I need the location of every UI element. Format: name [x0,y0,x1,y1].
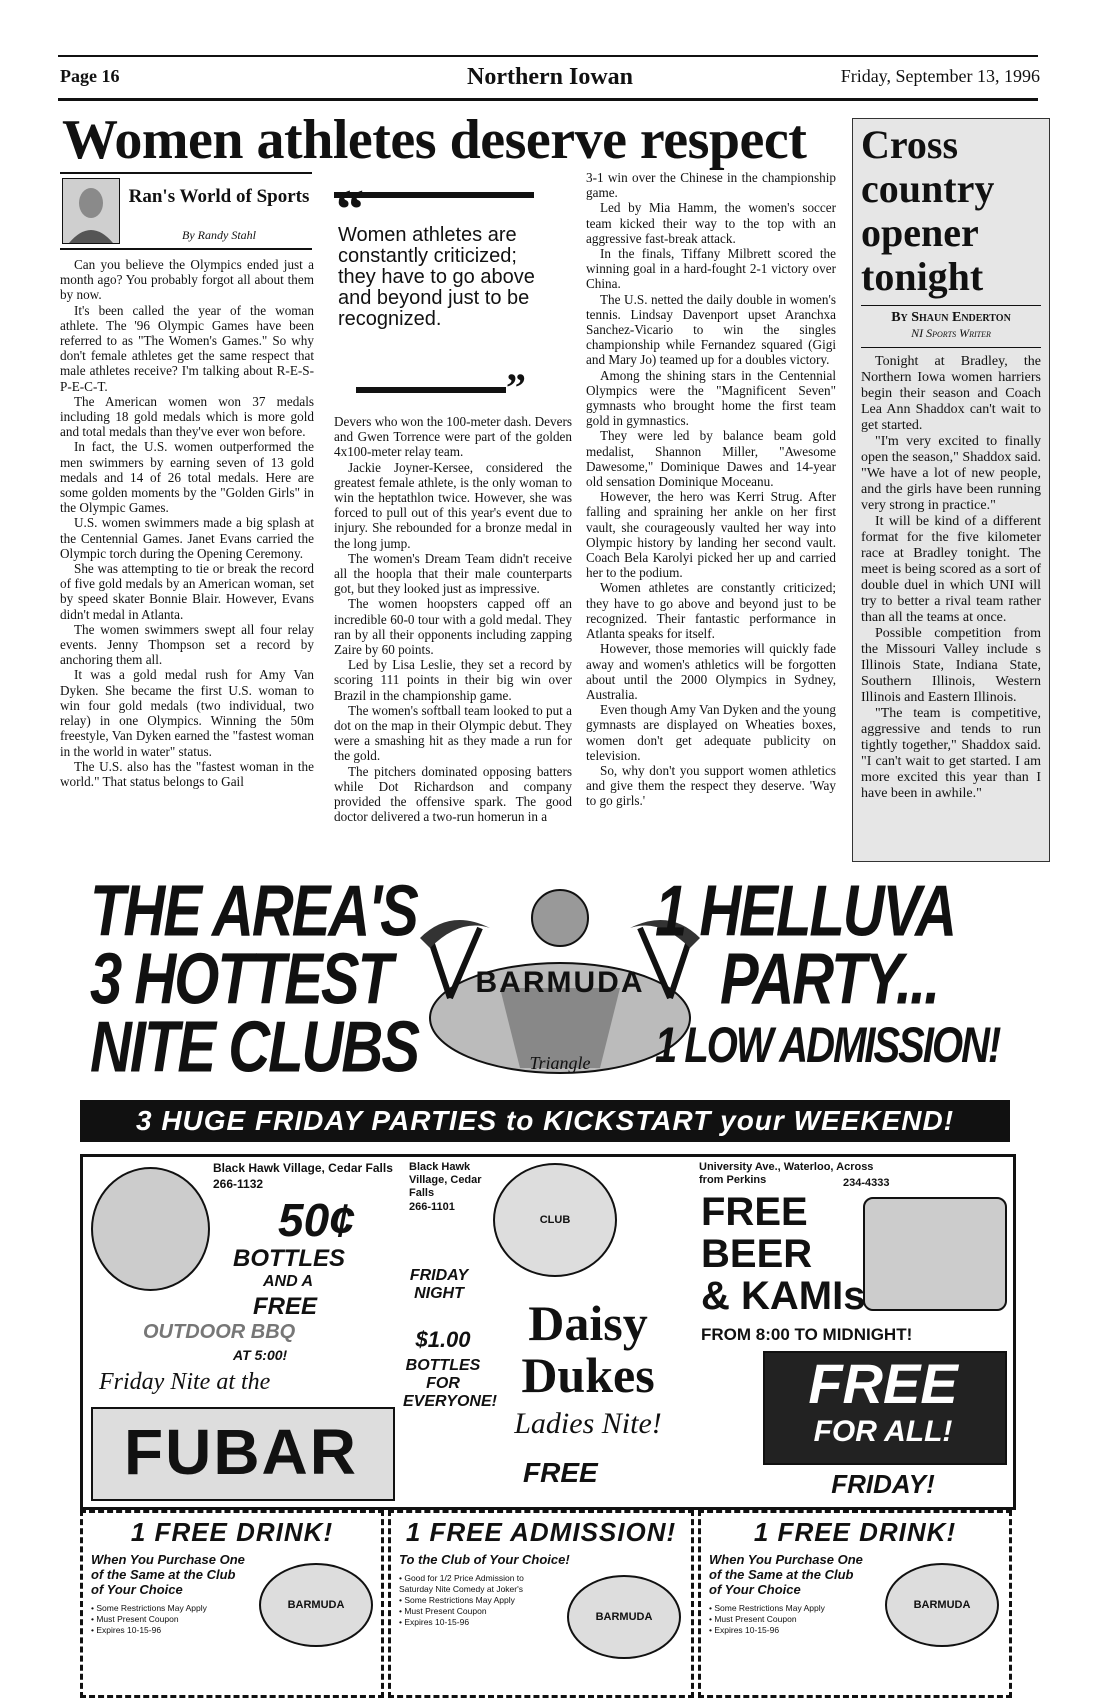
fubar-location: Black Hawk Village, Cedar Falls [213,1161,393,1175]
jokers-section [403,1157,693,1507]
author-photo-icon [63,179,119,243]
article-column-3 [586,170,836,860]
coupon-free-admission[interactable] [388,1510,694,1698]
coupon-note: • Some Restrictions May Apply [709,1603,869,1614]
pullquote-close-mark: ” [506,365,526,410]
paragraph: It will be kind of a different format for the five kilometer race at Bradley tonight. The meet is being scored as a sort of double duel in which UNI will try to better a rival team rather than all the teams at once. [861,514,1041,625]
paragraph: 3-1 win over the Chinese in the championship game. [586,170,836,201]
top-rule [58,55,1038,57]
coupon-logo [567,1575,681,1659]
paragraph: "I'm very excited to finally open the season," Shaddox said. "We have a lot of new people, and the girls have been running very strong in practice." [861,434,1041,513]
sidebar-role: NI Sports Writer [911,326,991,340]
pullquote-rule-top [334,192,534,198]
paragraph: The women swimmers swept all four relay events. Jenny Thompson set a record by anchoring them all. [60,621,314,668]
pullquote-rule-bottom [356,387,506,393]
article-headline: Women athletes deserve respect [62,109,807,171]
coupon-note: • Must Present Coupon [91,1614,251,1625]
paragraph: Devers who won the 100-meter dash. Devers and Gwen Torrence were part of the golden 4x100-meter relay team. [334,414,572,460]
coupon-logo-text: BARMUDA [287,1599,345,1611]
paragraph: It's been called the year of the woman athlete. The '96 Olympic Games have been referred to as "The Women's Games." So why don't female athletes get the same respect that male athletes receive? I'm talking about R-E-S-P-E-C-T. [60,302,314,394]
paragraph: The U.S. netted the daily double in women's tennis. Lindsay Davenport upset Aranchxa Sanchez-Vicario to win the singles championship while Fernandez squared (Gigi and Mary Jo) teamed up for a doubles victory. [586,291,836,368]
barmuda-free-all-2: FOR ALL! [813,1415,953,1448]
fubar-deal-price: 50¢ [278,1194,355,1246]
fubar-deal-2: AND A [263,1273,314,1290]
jokers-night: FRIDAY NIGHT [409,1267,469,1302]
ad-title-left-3: NITE CLUBS [90,1006,418,1088]
barmuda-section [693,1157,1013,1507]
article-column-2 [334,414,572,854]
coupon-free-drink[interactable] [698,1510,1012,1698]
ad-title-left-2: 3 HOTTEST [90,938,392,1020]
coupon-sub: To the Club of Your Choice! [399,1552,570,1567]
author-photo [62,178,120,244]
paragraph: Even though Amy Van Dyken and the young gymnasts are displayed on Wheaties boxes, women don't get adequate publicity on television. [586,702,836,763]
paragraph: Women athletes are constantly criticized; they have to go above and beyond just to be recognized. Their fantastic performance in Atlanta speaks for itself. [586,580,836,642]
barmuda-deal-2: BEER [701,1232,813,1276]
coupon-note: • Expires 10-15-96 [91,1625,251,1636]
fubar-deal-1: BOTTLES [233,1245,345,1272]
coupon-sub: When You Purchase One of the Same at the Club of Your Choice [709,1552,863,1597]
coupon-note: • Expires 10-15-96 [399,1617,549,1628]
paragraph: Tonight at Bradley, the Northern Iowa women harriers begin their season and Coach Lea Ann Shaddox can't wait to get started. [861,354,1041,433]
barmuda-location: University Ave., Waterloo, Across from Perkins [699,1161,874,1186]
paragraph: She was attempting to tie or break the record of five gold medals by an American woman, set by speed skater Bonnie Blair. However, Evans didn't medal in Atlanta. [60,561,314,622]
jokers-name: Daisy Dukes [521,1295,655,1403]
paragraph: Jackie Joyner-Kersee, considered the greatest female athlete, is the only woman to win the heptathlon twice. However, she was forced to pull out of this year's event due to injury. She rebounded for a bronze medal in the long jump. [334,459,572,551]
barmuda-deal-3: & KAMIs [701,1274,866,1318]
barmuda-logo-text: BARMUDA [475,966,645,999]
ad-title-right-1: 1 HELLUVA [655,870,955,952]
column-header-rule-bottom [60,248,312,250]
paragraph: The women hoopsters capped off an incredible 60-0 tour with a gold medal. They ran by all their opponents including zapping Zaire by 60 points. [334,596,572,658]
paragraph: The American women won 37 medals including 18 gold medals which is more gold and total medals than they've ever won before. [60,393,314,440]
barmuda-mascot-icon [863,1197,1007,1311]
paragraph: They were led by balance beam gold medalist, Shannon Miller, "Awesome Dawesome," Dominique Dawes and 14-year old sensation Dominique Moceanu. [586,428,836,490]
coupon-title: 1 FREE DRINK! [130,1517,334,1547]
newspaper-name: Northern Iowan [467,64,633,90]
ad-title-right-3: 1 LOW ADMISSION! [655,1018,1000,1073]
fubar-section [83,1157,403,1507]
coupon-logo-text: BARMUDA [595,1611,653,1623]
paragraph: In fact, the U.S. women outperformed the men swimmers by earning seven of 13 gold medals and 14 of 26 total medals. Here are some golden moments by the "Golden Girls" in the Olympic Games. [60,439,314,516]
coupon-free-drink[interactable] [80,1510,384,1698]
paragraph: "The team is competitive, aggressive and tends to run tightly together," Shaddox said. "I can't wait to get started. I am more excited this year than I have been in awhile." [861,706,1041,801]
ad-title-right-2: PARTY... [720,938,939,1020]
paragraph: So, why don't you support women athletics and give them the respect they deserve. 'Way to go girls.' [586,762,836,809]
paragraph: It was a gold medal rush for Amy Van Dyken. She became the first U.S. woman to win four gold medals (two individual, two relay) in one Olympics. Winning the 50m freestyle, Van Dyken earned the "fastest woman in the world in water" status. [60,667,314,759]
coupon-logo-text: BARMUDA [913,1599,971,1611]
coupon-note: • Good for 1/2 Price Admission to Saturday Nite Comedy at Joker's [399,1573,549,1595]
pullquote: Women athletes are constantly criticized; they have to go above and beyond just to be recognized. [338,224,535,330]
fubar-tagline: Friday Nite at the [99,1369,271,1395]
jokers-price: $1.00 [415,1327,471,1352]
sidebar-rule [861,305,1041,306]
coupon-logo [259,1563,373,1647]
coupon-note: • Expires 10-15-96 [709,1625,869,1636]
article-column-1 [60,257,314,852]
paragraph: The U.S. also has the "fastest woman in the world." That status belongs to Gail [60,758,314,789]
paragraph: In the finals, Tiffany Milbrett scored the winning goal in a hard-fought 2-1 victory over China. [586,246,836,292]
ad-banner: 3 HUGE FRIDAY PARTIES to KICKSTART your WEEKEND! [80,1100,1010,1142]
fubar-deal-3: FREE [253,1293,318,1320]
sidebar-byline: By Shaun Enderton [891,310,1011,325]
fubar-deal-4: OUTDOOR BBQ [143,1321,296,1343]
barmuda-day: FRIDAY! [831,1469,935,1499]
article-byline: By Randy Stahl [182,228,256,242]
barmuda-logo-sub: Triangle [529,1053,591,1073]
barmuda-phone: 234-4333 [843,1177,890,1189]
coupon-logo [885,1563,999,1647]
paragraph: U.S. women swimmers made a big splash at the Centennial Games. Janet Evans carried the Olympic torch during the Opening Ceremony. [60,515,314,561]
sidebar-cross-country [852,118,1050,862]
coupon-note: • Must Present Coupon [399,1606,549,1617]
paragraph: However, those memories will quickly fade away and women's athletics will be forgotten about until the 2000 Olympics in Sydney, Australia. [586,641,836,702]
jokers-sub: Ladies Nite! [514,1407,662,1440]
fubar-name: FUBAR [124,1416,358,1488]
paragraph: Possible competition from the Missouri Valley include s Illinois State, Indiana State, Southern Illinois, Western Illinois and Eastern Illinois. [861,626,1041,705]
coupon-sub: When You Purchase One of the Same at the Club of Your Choice [91,1552,245,1597]
paragraph: Can you believe the Olympics ended just a month ago? You probably forgot all about them by now. [60,257,314,303]
issue-date: Friday, September 13, 1996 [840,66,1040,86]
joker-mascot-icon [91,1167,210,1291]
coupon-note: • Must Present Coupon [709,1614,869,1625]
fubar-deal-5: AT 5:00! [233,1347,288,1363]
sidebar-headline: Cross country opener tonight [861,122,995,299]
coupon-title: 1 FREE DRINK! [753,1517,957,1547]
jokers-phone: 266-1101 [409,1201,455,1213]
sidebar-rule [861,347,1041,348]
fubar-phone: 266-1132 [213,1177,264,1191]
club-panel [80,1154,1016,1510]
jokers-location: Black Hawk Village, Cedar Falls [409,1161,482,1199]
barmuda-deal-1: FREE [701,1190,808,1234]
jokers-free: FREE [523,1457,598,1488]
barmuda-hours: FROM 8:00 TO MIDNIGHT! [701,1325,913,1344]
paragraph: Led by Mia Hamm, the women's soccer team kicked their way to the top with an aggressive fast-break attack. [586,200,836,246]
barmuda-free-all-1: FREE [808,1352,958,1415]
paragraph: Led by Lisa Leslie, they set a record by scoring 111 points in their big win over Brazil in the championship game. [334,657,572,703]
paragraph: The women's softball team looked to put a dot on the map in their Olympic debut. They were a smashing hit as they made a run for the gold. [334,702,572,764]
column-name: Ran's World of Sports [128,186,310,207]
coupon-note: • Some Restrictions May Apply [399,1595,549,1606]
jokers-deal: BOTTLES FOR EVERYONE! [403,1357,497,1410]
jokers-club-label: CLUB [539,1214,571,1226]
paragraph: However, the hero was Kerri Strug. After falling and spraining her ankle on her first vault, she courageously vaulted her way into Olympic history by landing her second vault. Coach Bela Karolyi picked her up and carried her to the podium. [586,489,836,581]
paragraph: Among the shining stars in the Centennial Olympics were the "Magnificent Seven" gymnasts who brought home the first team gold in gymnastics. [586,367,836,429]
coupon-note: • Some Restrictions May Apply [91,1603,251,1614]
coupon-title: 1 FREE ADMISSION! [405,1517,677,1547]
paragraph: The pitchers dominated opposing batters while Dot Richardson and company provided the offensive spark. The good doctor delivered a two-run homerun in a [334,763,572,825]
paragraph: The women's Dream Team didn't receive all the hoopla that their male counterparts got, but they looked just as impressive. [334,550,572,597]
jokers-logo-icon [493,1163,617,1277]
pullquote-open-mark: “ [336,179,364,241]
column-header-rule-top [60,172,312,174]
page-number: Page 16 [60,66,120,86]
ad-title-left-1: THE AREA'S [90,870,417,952]
header-rule [58,98,1038,101]
sidebar-body [861,354,1041,802]
